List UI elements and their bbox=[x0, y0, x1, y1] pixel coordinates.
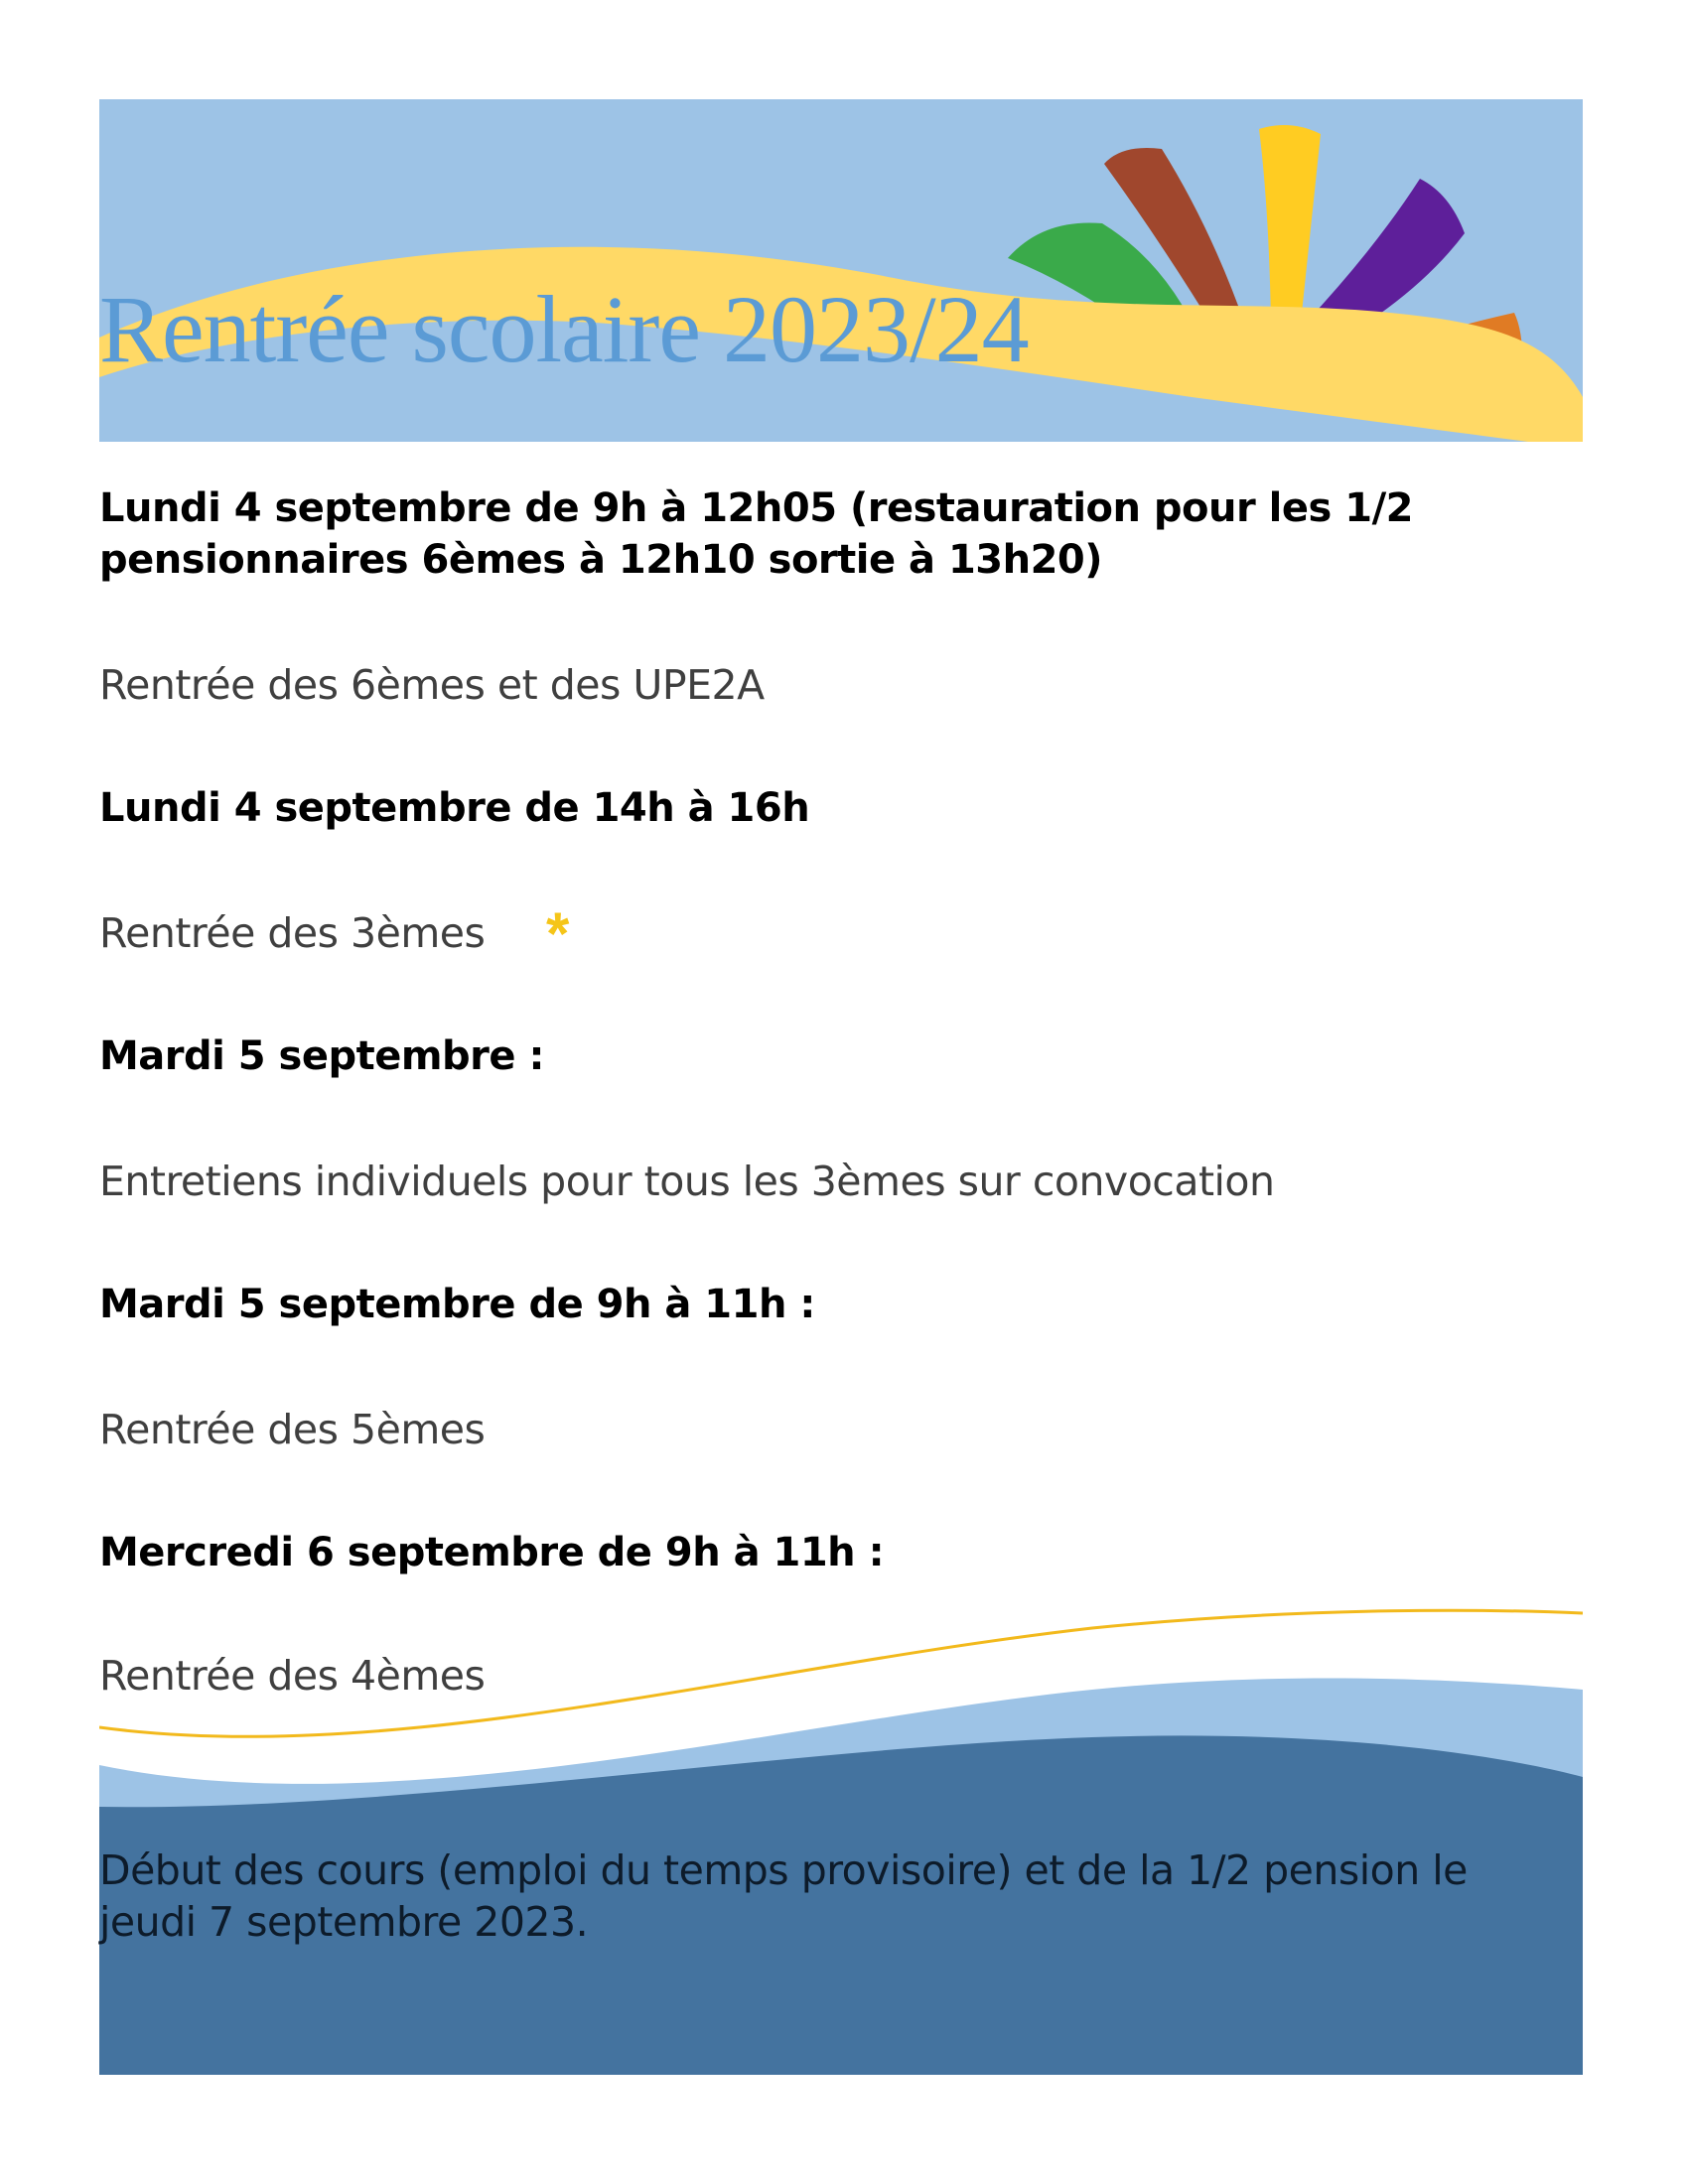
entry-heading: Lundi 4 septembre de 9h à 12h05 (restauration pour les 1/2 pensionnaires 6èmes à 12h10 sortie à 13h20) bbox=[99, 485, 1414, 583]
entry-heading: Mardi 5 septembre de 9h à 11h : bbox=[99, 1282, 815, 1327]
entry-5 bbox=[99, 1527, 884, 1578]
page-title: Rentrée scolaire 2023/24 bbox=[99, 276, 1029, 382]
asterisk-icon: * bbox=[546, 900, 570, 967]
entry-2 bbox=[99, 782, 809, 834]
footer-note: Début des cours (emploi du temps provisoire) et de la 1/2 pension le jeudi 7 septembre 2023. bbox=[99, 1846, 1468, 1946]
entry-heading: Mercredi 6 septembre de 9h à 11h : bbox=[99, 1530, 885, 1575]
entry-heading: Lundi 4 septembre de 14h à 16h bbox=[99, 785, 810, 831]
entry-4 bbox=[99, 1279, 815, 1330]
entry-1-text bbox=[99, 659, 765, 711]
entry-text: Rentrée des 6èmes et des UPE2A bbox=[99, 661, 765, 709]
entry-text: Rentrée des 5èmes bbox=[99, 1406, 486, 1453]
entry-2-text bbox=[99, 900, 570, 967]
entry-text: Rentrée des 3èmes bbox=[99, 909, 486, 957]
entry-text: Entretiens individuels pour tous les 3èmes sur convocation bbox=[99, 1158, 1275, 1205]
entry-1 bbox=[99, 482, 1549, 586]
entry-5-text bbox=[99, 1650, 485, 1702]
entry-text: Rentrée des 4èmes bbox=[99, 1652, 486, 1700]
entry-3 bbox=[99, 1030, 544, 1082]
entry-heading: Mardi 5 septembre : bbox=[99, 1033, 544, 1079]
entry-3-text bbox=[99, 1156, 1274, 1207]
entry-4-text bbox=[99, 1404, 485, 1455]
